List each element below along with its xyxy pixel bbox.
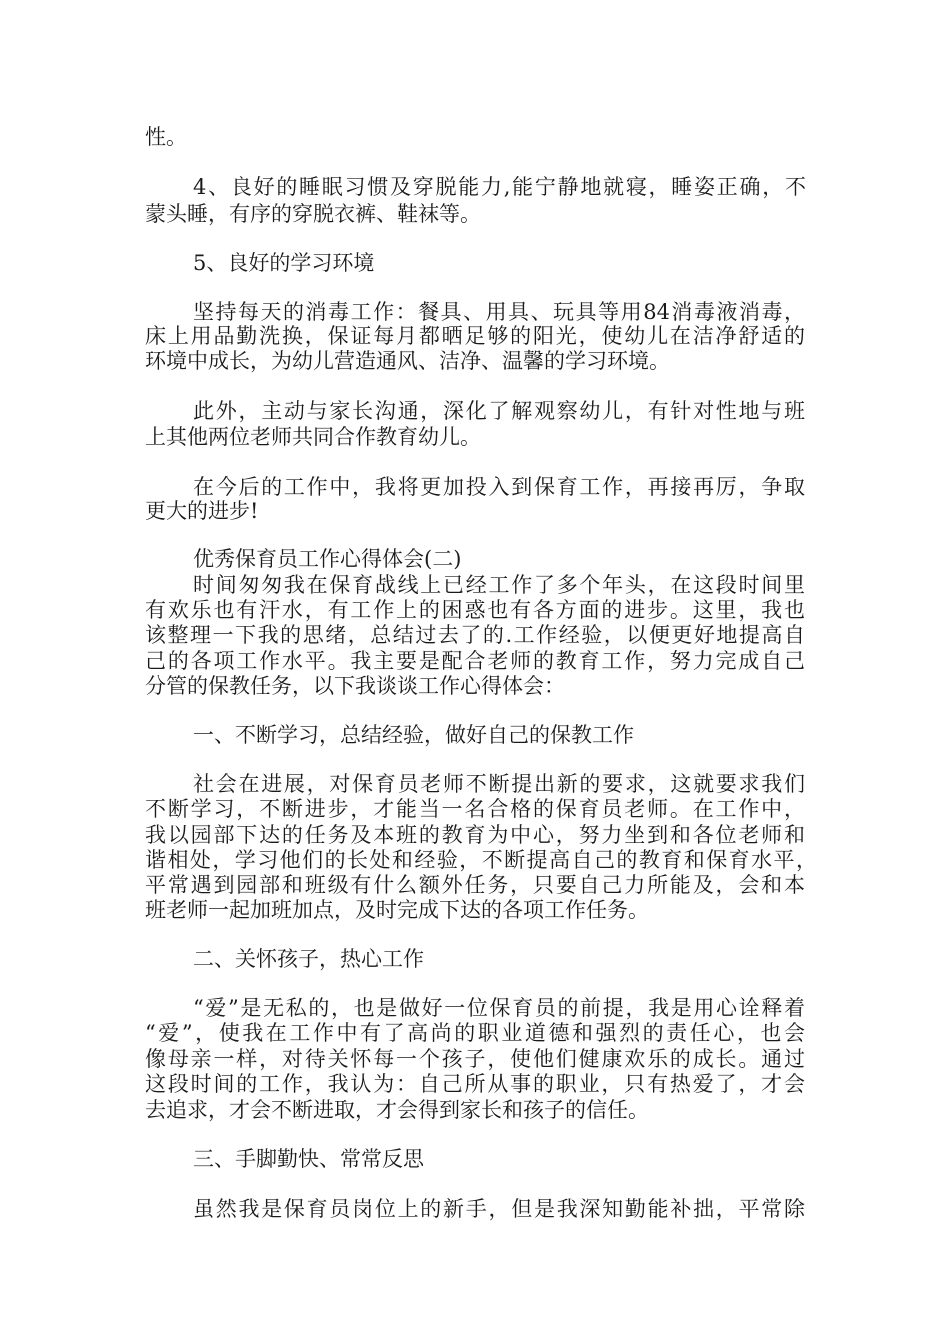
section-heading: 二、关怀孩子，热心工作 xyxy=(193,947,424,971)
article-title: 优秀保育员工作心得体会(二) xyxy=(193,547,462,571)
text-line: 我以园部下达的任务及本班的教育为中心，努力坐到和各位老师和 xyxy=(145,823,805,847)
text-line: 上其他两位老师共同合作教育幼儿。 xyxy=(145,425,481,449)
text-line: 班老师一起加班加点，及时完成下达的各项工作任务。 xyxy=(145,898,649,922)
text-line: 虽然我是保育员岗位上的新手，但是我深知勤能补拙，平常除 xyxy=(193,1197,805,1221)
text-line: 蒙头睡，有序的穿脱衣裤、鞋袜等。 xyxy=(145,202,481,226)
section-heading: 一、不断学习，总结经验，做好自己的保教工作 xyxy=(193,723,634,747)
text-line: 平常遇到园部和班级有什么额外任务，只要自己力所能及，会和本 xyxy=(145,873,805,897)
text-line: 去追求，才会不断进取，才会得到家长和孩子的信任。 xyxy=(145,1098,649,1122)
section-heading: 5、良好的学习环境 xyxy=(193,251,375,275)
text-line: 环境中成长，为幼儿营造通风、洁净、温馨的学习环境。 xyxy=(145,349,670,373)
text-line: 该整理一下我的思绪，总结过去了的.工作经验，以便更好地提高自 xyxy=(145,623,805,647)
section-heading: 三、手脚勤快、常常反思 xyxy=(193,1147,424,1171)
text-line: 不断学习，不断进步，才能当一名合格的保育员老师。在工作中， xyxy=(145,797,805,821)
text-line: 分管的保教任务，以下我谈谈工作心得体会： xyxy=(145,674,565,698)
text-line: 床上用品勤洗换，保证每月都晒足够的阳光，使幼儿在洁净舒适的 xyxy=(145,324,805,348)
text-line: 4、良好的睡眠习惯及穿脱能力,能宁静地就寝，睡姿正确，不 xyxy=(193,175,806,199)
text-line: 像母亲一样，对待关怀每一个孩子，使他们健康欢乐的成长。通过 xyxy=(145,1047,805,1071)
text-line: 社会在进展，对保育员老师不断提出新的要求，这就要求我们 xyxy=(193,772,805,796)
text-line: “爱”是无私的，也是做好一位保育员的前提，我是用心诠释着 xyxy=(193,996,805,1020)
text-line: 此外，主动与家长沟通，深化了解观察幼儿，有针对性地与班 xyxy=(193,399,805,423)
text-line: 在今后的工作中，我将更加投入到保育工作，再接再厉，争取 xyxy=(193,475,805,499)
text-line: 谐相处，学习他们的长处和经验，不断提高自己的教育和保育水平， xyxy=(145,848,817,872)
text-line: 更大的进步! xyxy=(145,499,259,523)
text-line: 这段时间的工作，我认为：自己所从事的职业，只有热爱了，才会 xyxy=(145,1072,805,1096)
text-line: “爱”，使我在工作中有了高尚的职业道德和强烈的责任心，也会 xyxy=(145,1021,805,1045)
text-line: 己的各项工作水平。我主要是配合老师的教育工作，努力完成自己 xyxy=(145,649,805,673)
text-line: 性。 xyxy=(145,125,187,149)
text-line: 有欢乐也有汗水，有工作上的困惑也有各方面的进步。这里，我也 xyxy=(145,598,805,622)
text-line: 坚持每天的消毒工作：餐具、用具、玩具等用84消毒液消毒， xyxy=(193,300,805,324)
text-line: 时间匆匆我在保育战线上已经工作了多个年头，在这段时间里 xyxy=(193,573,805,597)
